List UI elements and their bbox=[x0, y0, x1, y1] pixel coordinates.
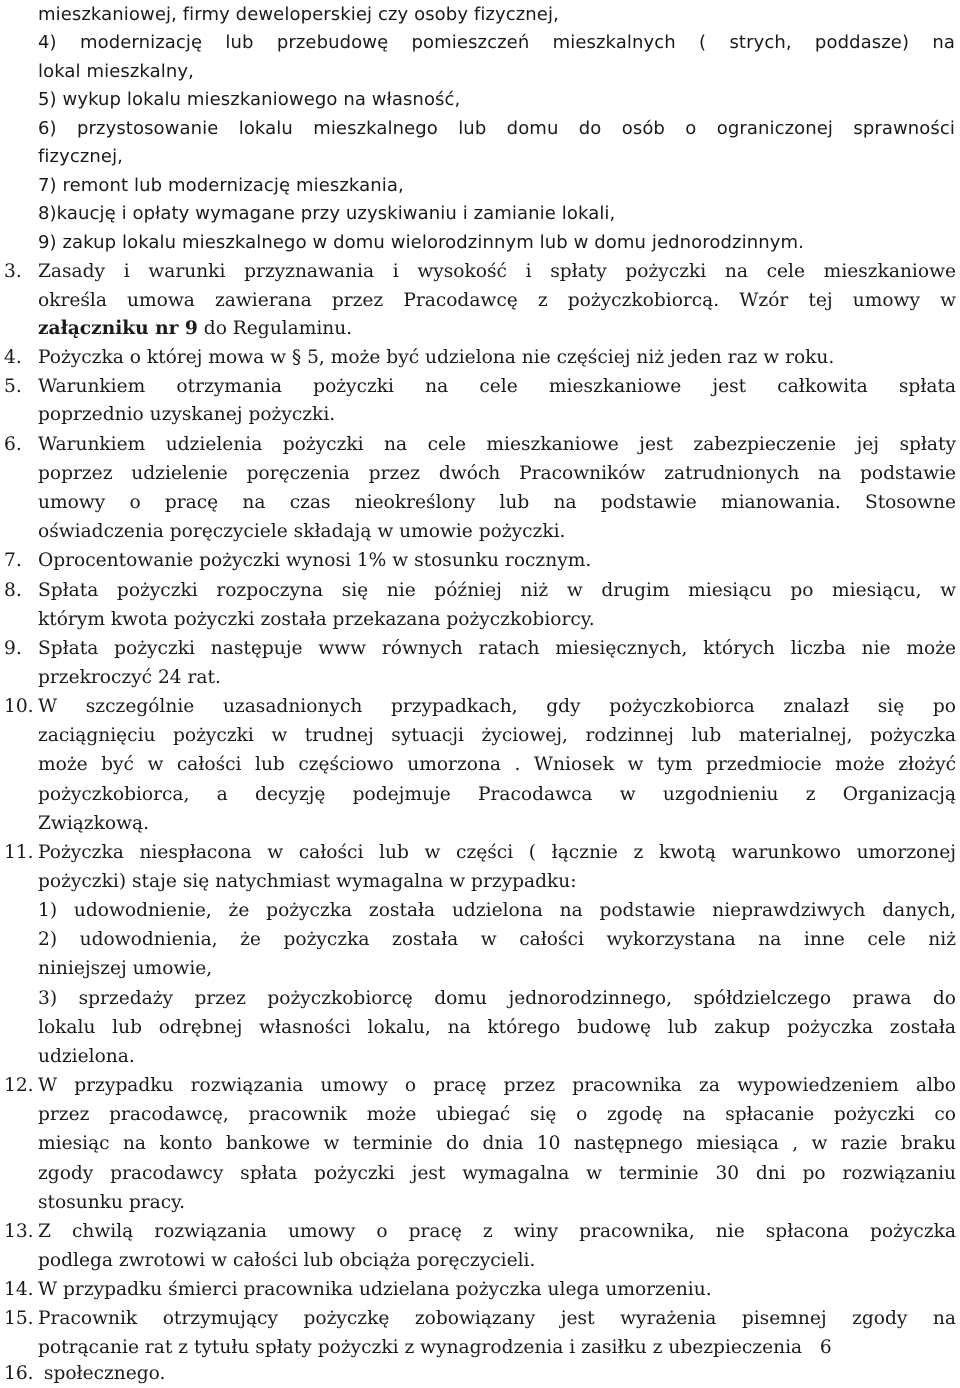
section-number: 6. bbox=[4, 434, 22, 455]
section-line: Z chwilą rozwiązania umowy o pracę z winy pracownika, nie spłacona pożyczka bbox=[38, 1221, 956, 1242]
section-line: pożyczki) staje się natychmiast wymagalna w przypadku: bbox=[38, 871, 577, 892]
section-line: Zasady i warunki przyznawania i wysokość i spłaty pożyczki na cele mieszkaniowe bbox=[38, 261, 956, 282]
list-item: 5) wykup lokalu mieszkaniowego na własność, bbox=[38, 89, 461, 110]
section-line: Związkową. bbox=[38, 813, 150, 834]
list-item: fizycznej, bbox=[38, 146, 123, 167]
section-line: podlega zwrotowi w całości lub obciąża poręczycieli. bbox=[38, 1250, 536, 1271]
section-line: udzielona. bbox=[38, 1046, 135, 1067]
section-line: którym kwota pożyczki została przekazana pożyczkobiorcy. bbox=[38, 609, 595, 630]
section-line: Warunkiem udzielenia pożyczki na cele mieszkaniowe jest zabezpieczenie jej spłaty bbox=[38, 434, 956, 455]
section-line: przekroczyć 24 rat. bbox=[38, 667, 221, 688]
section-line: W szczególnie uzasadnionych przypadkach, gdy pożyczkobiorca znalazł się po bbox=[38, 696, 956, 717]
list-item: lokal mieszkalny, bbox=[38, 61, 194, 82]
section-line: przez pracodawcę, pracownik może ubiegać się o zgodę na spłacanie pożyczki co bbox=[38, 1104, 956, 1125]
list-item: 9) zakup lokalu mieszkalnego w domu wielorodzinnym lub w domu jednorodzinnym. bbox=[38, 232, 804, 253]
section-number: 12. bbox=[4, 1075, 34, 1096]
bold-reference: załączniku nr 9 bbox=[38, 318, 198, 339]
section-number: 3. bbox=[4, 261, 22, 282]
section-line: załączniku nr 9 do Regulaminu. bbox=[38, 318, 353, 339]
list-item: 6) przystosowanie lokalu mieszkalnego lub domu do osób o ograniczonej sprawności bbox=[38, 118, 955, 139]
section-line: 2) udowodnienia, że pożyczka została w całości wykorzystana na inne cele niż bbox=[38, 929, 956, 950]
section-line: W przypadku rozwiązania umowy o pracę przez pracownika za wypowiedzeniem albo bbox=[38, 1075, 956, 1096]
section-line: Spłata pożyczki rozpoczyna się nie później niż w drugim miesiącu po miesiącu, w bbox=[38, 580, 956, 601]
section-line: określa umowa zawierana przez Pracodawcę z pożyczkobiorcą. Wzór tej umowy w bbox=[38, 290, 956, 311]
list-item: 4) modernizację lub przebudowę pomieszczeń mieszkalnych ( strych, poddasze) na bbox=[38, 32, 955, 53]
section-number: 9. bbox=[4, 638, 22, 659]
section-number: 11. bbox=[4, 842, 34, 863]
section-line: Pracownik otrzymujący pożyczkę zobowiązany jest wyrażenia pisemnej zgody na bbox=[38, 1308, 956, 1329]
section-line: zaciągnięciu pożyczki w trudnej sytuacji życiowej, rodzinnej lub materialnej, pożyczka bbox=[38, 725, 956, 746]
section-number: 13. bbox=[4, 1221, 34, 1242]
section-line: Pożyczka niespłacona w całości lub w części ( łącznie z kwotą warunkowo umorzonej bbox=[38, 842, 956, 863]
section-line: niniejszej umowie, bbox=[38, 958, 213, 979]
section-number: 16. bbox=[4, 1363, 34, 1384]
section-line: społecznego. bbox=[38, 1363, 166, 1384]
section-line: umowy o pracę na czas nieokreślony lub na podstawie mianowania. Stosowne bbox=[38, 492, 956, 513]
section-line: pożyczkobiorca, a decyzję podejmuje Pracodawca w uzgodnieniu z Organizacją bbox=[38, 784, 956, 805]
section-line: lokalu lub odrębnej własności lokalu, na którego budowę lub zakup pożyczka została bbox=[38, 1017, 956, 1038]
section-line: oświadczenia poręczyciele składają w umowie pożyczki. bbox=[38, 521, 566, 542]
section-line: Spłata pożyczki następuje www równych ratach miesięcznych, których liczba nie może bbox=[38, 638, 956, 659]
section-line: 3) sprzedaży przez pożyczkobiorcę domu jednorodzinnego, spółdzielczego prawa do bbox=[38, 988, 956, 1009]
section-line: stosunku pracy. bbox=[38, 1192, 186, 1213]
list-item: 7) remont lub modernizację mieszkania, bbox=[38, 175, 404, 196]
section-line: Oprocentowanie pożyczki wynosi 1% w stosunku rocznym. bbox=[38, 550, 592, 571]
section-line: miesiąc na konto bankowe w terminie do dnia 10 następnego miesiąca , w razie braku bbox=[38, 1133, 956, 1154]
section-number: 8. bbox=[4, 580, 22, 601]
section-number: 7. bbox=[4, 550, 22, 571]
section-line: 1) udowodnienie, że pożyczka została udzielona na podstawie nieprawdziwych danych, bbox=[38, 900, 956, 921]
section-line: W przypadku śmierci pracownika udzielana pożyczka ulega umorzeniu. bbox=[38, 1279, 712, 1300]
section-number: 10. bbox=[4, 696, 34, 717]
section-number: 5. bbox=[4, 376, 22, 397]
section-line: zgody pracodawcy spłata pożyczki jest wymagalna w terminie 30 dni po rozwiązaniu bbox=[38, 1163, 956, 1184]
section-line: Warunkiem otrzymania pożyczki na cele mieszkaniowe jest całkowita spłata bbox=[38, 376, 956, 397]
section-number: 15. bbox=[4, 1308, 34, 1329]
section-line: może być w całości lub częściowo umorzona . Wniosek w tym przedmiocie może złożyć bbox=[38, 754, 956, 775]
section-line: poprzednio uzyskanej pożyczki. bbox=[38, 404, 336, 425]
section-line: potrącanie rat z tytułu spłaty pożyczki z wynagrodzenia i zasiłku z ubezpieczenia 6 bbox=[38, 1337, 832, 1358]
section-line: Pożyczka o której mowa w § 5, może być udzielona nie częściej niż jeden raz w roku. bbox=[38, 347, 835, 368]
section-number: 4. bbox=[4, 347, 22, 368]
section-line: poprzez udzielenie poręczenia przez dwóch Pracowników zatrudnionych na podstawie bbox=[38, 463, 956, 484]
section-number: 14. bbox=[4, 1279, 34, 1300]
list-item: 8)kaucję i opłaty wymagane przy uzyskiwaniu i zamianie lokali, bbox=[38, 203, 616, 224]
list-item: mieszkaniowej, firmy deweloperskiej czy osoby fizycznej, bbox=[38, 4, 559, 25]
